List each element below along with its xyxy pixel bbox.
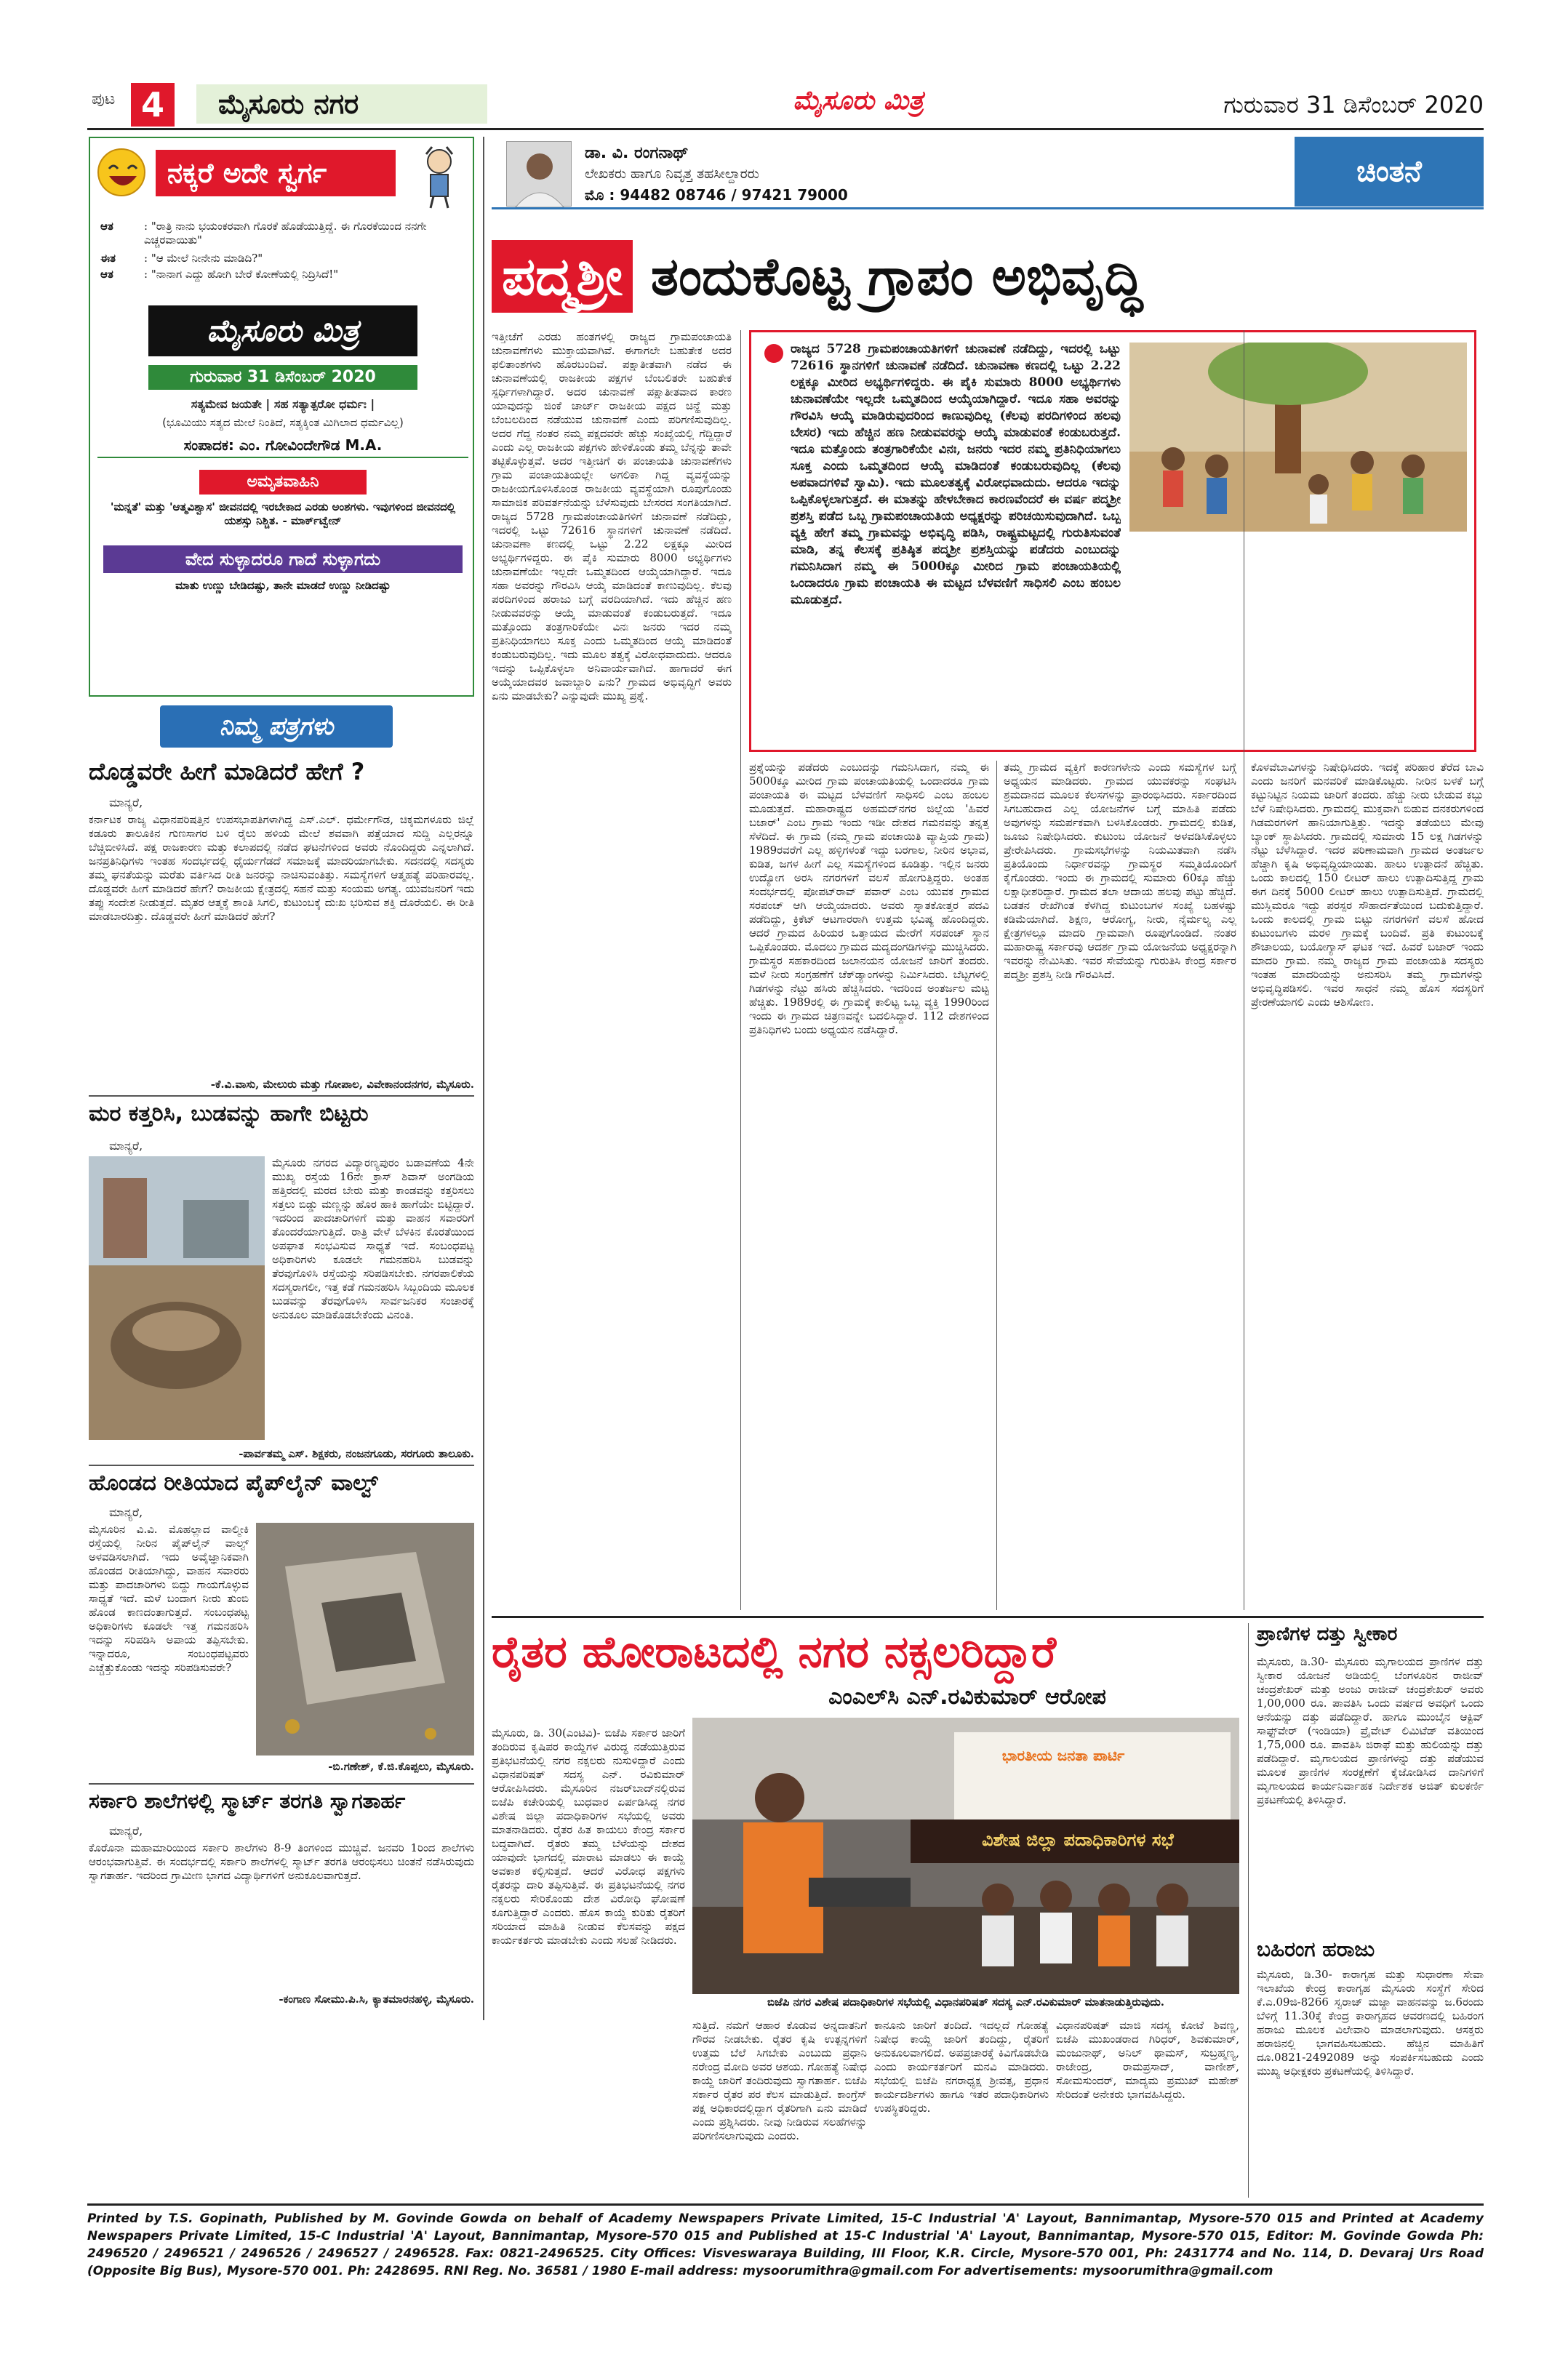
second-headline: ರೈತರ ಹೋರಾಟದಲ್ಲಿ ನಗರ ನಕ್ಸಲರಿದ್ದಾರೆ [492, 1627, 1057, 1678]
letter-signature: -ಕೆ.ವಿ.ವಾಸು, ಮೇಲುರು ಮತ್ತು ಗೋಪಾಲ, ವಿವೇಕಾನಂದನಗರ, ಮೈಸೂರು. [210, 1078, 474, 1091]
columnist-phone: ಮೊ : 94482 08746 / 97421 79000 [585, 186, 848, 204]
party-banner-text: ಭಾರತೀಯ ಜನತಾ ಪಾರ್ಟಿ [1001, 1747, 1125, 1764]
laughing-face-icon [97, 148, 145, 196]
village-illustration [1129, 343, 1467, 532]
second-subhead: ಎಂಎಲ್‌ಸಿ ಎನ್.ರವಿಕುಮಾರ್ ಆರೋಪ [828, 1684, 1106, 1710]
quote-title: ಅಮೃತವಾಹಿನಿ [199, 470, 367, 495]
letter-title: ದೊಡ್ಡವರೇ ಹೀಗೆ ಮಾಡಿದರೆ ಹೇಗೆ ? [89, 758, 365, 785]
article-column: ವಿಧಾನಪರಿಷತ್ ಮಾಜಿ ಸದಸ್ಯ ಕೋಟೆ ಶಿವಣ್ಣ, ಬಿಜೆಪಿ ಮುಖಂಡರಾದ ಗಿರಿಧರ್, ಶಿವಕುಮಾರ್, ಮಂಜುನಾಥ್, ಅನಿಲ್ ಥಾಮಸ್, ಸುಬ್ರಹ್ಮಣ್ಯ, ರಾಜೇಂದ್ರ, ರಾಮಪ್ರಸಾದ್, ವಾಣೀಶ್, ಸೋಮಸುಂದರ್, ಮಾದ್ಯಮ ಪ್ರಮುಖ್ ಮಹೇಶ್ ಸೇರಿದಂತೆ ಅನೇಕರು ಭಾಗವಹಿಸಿದ್ದರು. [1056, 2019, 1239, 2101]
meeting-banner-text: ವಿಶೇಷ ಜಿಲ್ಲಾ ಪದಾಧಿಕಾರಿಗಳ ಸಭೆ [982, 1830, 1174, 1850]
page-number: 4 [140, 85, 164, 124]
proverb-text: ಮಾತು ಉಣ್ಣು ಬೇಡಿದಷ್ಟು, ತಾನೇ ಮಾಡದೆ ಉಣ್ಣು ನೀಡಿದಷ್ಟು [175, 579, 391, 592]
main-headline [492, 240, 1484, 320]
article-column: ಮೈಸೂರು, ಡಿ. 30(ಎಂಟಿವಿ)- ಬಿಜೆಪಿ ಸರ್ಕಾರ ಜಾರಿಗೆ ತಂದಿರುವ ಕೃಷಿಪರ ಕಾಯ್ದೆಗಳ ವಿರುದ್ಧ ನಡೆಯುತ್ತಿರುವ ಪ್ರತಿಭಟನೆಯಲ್ಲಿ ನಗರ ನಕ್ಸಲರು ನುಸುಳಿದ್ದಾರೆ ಎಂದು ವಿಧಾನಪರಿಷತ್ ಸದಸ್ಯ ಎನ್. ರವಿಕುಮಾರ್ ಆರೋಪಿಸಿದರು. ಮೈಸೂರಿನ ನಜರ್‌ಬಾದ್‌ನಲ್ಲಿರುವ ಬಿಜೆಪಿ ಕಚೇರಿಯಲ್ಲಿ ಬುಧವಾರ ಏರ್ಪಡಿಸಿದ್ದ ನಗರ ವಿಶೇಷ ಜಿಲ್ಲಾ ಪದಾಧಿಕಾರಿಗಳ ಸಭೆಯಲ್ಲಿ ಅವರು ಮಾತನಾಡಿದರು. ರೈತರ ಹಿತ ಕಾಯಲು ಕೇಂದ್ರ ಸರ್ಕಾರ ಬದ್ಧವಾಗಿದೆ. ರೈತರು ತಮ್ಮ ಬೆಳೆಯನ್ನು ದೇಶದ ಯಾವುದೇ ಭಾಗದಲ್ಲಿ ಮಾರಾಟ ಮಾಡಲು ಈ ಕಾಯ್ದೆ ಅವಕಾಶ ಕಲ್ಪಿಸುತ್ತದೆ. ಆದರೆ ವಿರೋಧ ಪಕ್ಷಗಳು ರೈತರನ್ನು ದಾರಿ ತಪ್ಪಿಸುತ್ತಿವೆ. ಈ ಪ್ರತಿಭಟನೆಯಲ್ಲಿ ನಗರ ನಕ್ಸಲರು ಸೇರಿಕೊಂಡು ದೇಶ ವಿರೋಧಿ ಘೋಷಣೆ ಕೂಗುತ್ತಿದ್ದಾರೆ ಎಂದರು. ಹೊಸ ಕಾಯ್ದೆ ಕುರಿತು ರೈತರಿಗೆ ಸರಿಯಾದ ಮಾಹಿತಿ ನೀಡುವ ಕೆಲಸವನ್ನು ಪಕ್ಷದ ಕಾರ್ಯಕರ್ತರು ಮಾಡಬೇಕು ಎಂದು ಸಲಹೆ ನೀಡಿದರು. [492, 1726, 685, 1947]
headline-highlight: ಪದ್ಮಶ್ರೀ [492, 240, 633, 313]
humor-line [100, 220, 464, 252]
divider [89, 1465, 474, 1466]
letter-greeting: ಮಾನ್ಯರೆ, [109, 1505, 143, 1519]
letter-greeting: ಮಾನ್ಯರೆ, [109, 1139, 143, 1153]
letter-body: ಮೈಸೂರಿನ ವಿ.ವಿ. ಮೊಹಲ್ಲಾದ ವಾಲ್ಮೀಕಿ ರಸ್ತೆಯಲ್ಲಿ ನೀರಿನ ಪೈಪ್‌ಲೈನ್ ವಾಲ್ವ್ ಅಳವಡಿಸಲಾಗಿದೆ. ಇದು ಅವೈಜ್ಞಾನಿಕವಾಗಿ ಹೊಂಡದ ರೀತಿಯಾಗಿದ್ದು, ವಾಹನ ಸವಾರರು ಮತ್ತು ಪಾದಚಾರಿಗಳು ಬಿದ್ದು ಗಾಯಗೊಳ್ಳುವ ಸಾಧ್ಯತೆ ಇದೆ. ಮಳೆ ಬಂದಾಗ ನೀರು ತುಂಬಿ ಹೊಂಡ ಕಾಣದಂತಾಗುತ್ತದೆ. ಸಂಬಂಧಪಟ್ಟ ಅಧಿಕಾರಿಗಳು ಕೂಡಲೇ ಇತ್ತ ಗಮನಹರಿಸಿ ಇದನ್ನು ಸರಿಪಡಿಸಿ ಅಪಾಯ ತಪ್ಪಿಸಬೇಕು. ಇನ್ನಾದರೂ, ಸಂಬಂಧಪಟ್ಟವರು ಎಚ್ಚೆತ್ತುಕೊಂಡು ಇದನ್ನು ಸರಿಪಡಿಸುವರೇ? [89, 1523, 249, 1674]
headline-text: ತಂದುಕೊಟ್ಟ ಗ್ರಾಪಂ ಅಭಿವೃದ್ಧಿ [650, 246, 1143, 307]
article-column: ಕಾನೂನು ಜಾರಿಗೆ ತಂದಿದೆ. ಇದಲ್ಲದೆ ಗೋಹತ್ಯೆ ನಿಷೇಧ ಕಾಯ್ದೆ ಜಾರಿಗೆ ತಂದಿದ್ದು, ರೈತರಿಗೆ ಅನುಕೂಲವಾಗಲಿದೆ. ಅಪಪ್ರಚಾರಕ್ಕೆ ಕಿವಿಗೊಡಬೇಡಿ ಎಂದು ಕಾರ್ಯಕರ್ತರಿಗೆ ಮನವಿ ಮಾಡಿದರು. ಸಭೆಯಲ್ಲಿ ಬಿಜೆಪಿ ನಗರಾಧ್ಯಕ್ಷ ಶ್ರೀವತ್ಸ, ಪ್ರಧಾನ ಕಾರ್ಯದರ್ಶಿಗಳು ಹಾಗೂ ಇತರ ಪದಾಧಿಕಾರಿಗಳು ಉಪಸ್ಥಿತರಿದ್ದರು. [874, 2019, 1049, 2115]
letter-title: ಸರ್ಕಾರಿ ಶಾಲೆಗಳಲ್ಲಿ ಸ್ಮಾರ್ಟ್ ತರಗತಿ ಸ್ವಾಗತಾರ್ಹ [89, 1789, 406, 1813]
letter-signature: -ಪಾರ್ವತಮ್ಮ ಎಸ್. ಶಿಕ್ಷಕರು, ನಂಜನಗೂಡು, ಸರಗೂರು ತಾಲೂಕು. [239, 1447, 474, 1460]
cartoon-icon [410, 144, 468, 209]
section-name: ಮೈಸೂರು ನಗರ [196, 84, 487, 124]
article-column: ಇತ್ತೀಚೆಗೆ ಎರಡು ಹಂತಗಳಲ್ಲಿ ರಾಜ್ಯದ ಗ್ರಾಮಪಂಚಾಯತಿ ಚುನಾವಣೆಗಳು ಮುಕ್ತಾಯವಾಗಿವೆ. ಈಗಾಗಲೇ ಬಹುತೇಕ ಅದರ ಫಲಿತಾಂಶಗಳು ಹೊರಬಂದಿವೆ. ಪಕ್ಷಾತೀತವಾಗಿ ನಡೆದ ಈ ಚುನಾವಣೆಯಲ್ಲಿ ರಾಜಕೀಯ ಪಕ್ಷಗಳ ಬೆಂಬಲಿತರೇ ಬಹುತೇಕ ಸ್ಪರ್ಧಿಗಳಾಗಿದ್ದಾರೆ. ಅದರ ಚುನಾವಣೆ ಪಕ್ಷಾತೀತವಾದ ಕಾರಣ ಯಾವುದನ್ನು ಜಿಂಕೆ ಚಾರ್ಜ್ ರಾಜಕೀಯ ಪಕ್ಷದ ಚಿನ್ಹೆ ಮತ್ತು ಬೆಂಬಲದಿಂದ ನಡೆಯುವ ಚುನಾವಣೆ ಎಂದು ಪರಿಗಣಿಸುವುದಿಲ್ಲ. ಅದರ ಗೆದ್ದ ನಂತರ ನಮ್ಮ ಪಕ್ಷದವರೇ ಹೆಚ್ಚು ಸಂಖ್ಯೆಯಲ್ಲಿ ಗೆದ್ದಿದ್ದಾರೆ ಎಂದು ಎಲ್ಲ ರಾಜಕೀಯ ಪಕ್ಷಗಳು ಹೇಳಿಕೊಂಡು ತಮ್ಮ ಬೆನ್ನನ್ನು ತಾವೇ ತಟ್ಟಿಕೊಳ್ಳುತ್ತವೆ. ಅದರ ಇತ್ತೀಚಿಗೆ ಈ ಪಂಚಾಯತಿ ಚುನಾವಣೆಗಳು ಗ್ರಾಮ ಪಂಚಾಯತಿಯಲ್ಲೇ ಅಗಲಿಕಾ ಗಿದ್ದ ವ್ಯವಸ್ಥೆಯನ್ನು ರಾಜಕೀಯಗೊಳಿಸಿಕೊಂಡ ರಾಜಕೀಯ ವ್ಯವಸ್ಥೆಯಾಗಿ ರೂಪುಗೊಂಡು ಸಾಮಾಜಿಕ ಪರಿವರ್ತನೆಯನ್ನು ಬೆಳೆಸುವುದು ಬೇಸರದ ಸಂಗತಿಯಾಗಿದೆ. ರಾಜ್ಯದ 5728 ಗ್ರಾಮಪಂಚಾಯತಿಗಳಿಗೆ ಚುನಾವಣೆ ನಡೆದಿದ್ದು, ಇದರಲ್ಲಿ ಒಟ್ಟು 72616 ಸ್ಥಾನಗಳಿಗೆ ಚುನಾವಣೆ ನಡೆದಿದೆ. ಚುನಾವಣಾ ಕಣದಲ್ಲಿ ಒಟ್ಟು 2.22 ಲಕ್ಷಕ್ಕೂ ಮೀರಿದ ಅಭ್ಯರ್ಥಿಗಳಿದ್ದರು. ಈ ಪೈಕಿ ಸುಮಾರು 8000 ಅಭ್ಯರ್ಥಿಗಳು ಚುನಾವಣೆಯೇ ಇಲ್ಲದೇ ಒಮ್ಮತದಿಂದ ಆಯ್ಕೆಯಾಗಿದ್ದಾರೆ. ಇದೂ ಸಹಾ ಅವರನ್ನು ಗೌರವಿಸಿ ಆಯ್ಕೆ ಮಾಡಿದಂತೆ ಕಾಣುವುದಿಲ್ಲ. ಕೆಲವು ಪರದಿಗಳಿಂದ ಹರಾಜು ಬಗ್ಗೆ ವರದಿಯಾಗಿದೆ. ಇದು ಹೆಚ್ಚಿನ ಹಣ ನೀಡುವವರನ್ನು ಆಯ್ಕೆ ಮಾಡುವಂತೆ ಕಂಡುಬರುತ್ತದೆ. ಇದೂ ಮತ್ತೊಂದು ತಂತ್ರಗಾರಿಕೆಯೇ ವಿನಃ ಜನರು ಇದರ ನಮ್ಮ ಪ್ರತಿನಿಧಿಯಾಗಲು ಸೂಕ್ತ ಎಂದು ಒಮ್ಮತದಿಂದ ಆಯ್ಕೆ ಮಾಡಿದಂತೆ ಕಂಡುಬರುವುದಿಲ್ಲ. ಇದು ಮೂಲ ತತ್ವಕ್ಕೆ ವಿರೋಧವಾದುದು. ಆದರೂ ಇದನ್ನು ಒಪ್ಪಿಕೊಳ್ಳಲಾ ಅನಿವಾರ್ಯವಾಗಿದೆ. ಹಾಗಾದರೆ ಈಗ ಅಯ್ಕೆಯಾದವರ ಜವಾಬ್ದಾರಿ ಏನು? ಗ್ರಾಮದ ಅಭಿವೃದ್ಧಿಗೆ ಅವರು ಏನು ಮಾಡಬೇಕು? ಎನ್ನುವುದೇ ಮುಖ್ಯ ಪ್ರಶ್ನೆ. [492, 330, 732, 702]
pipeline-valve-photo [256, 1523, 474, 1756]
page-number-box [131, 83, 175, 127]
photo-caption: ಬಿಜೆಪಿ ನಗರ ವಿಶೇಷ ಪದಾಧಿಕಾರಿಗಳ ಸಭೆಯಲ್ಲಿ ವಿಧಾನಪರಿಷತ್ ಸದಸ್ಯ ಎನ್.ರವಿಕುಮಾರ್ ಮಾತನಾಡುತ್ತಿರುವುದು. [767, 1995, 1164, 2009]
motto-translation: (ಭೂಮಿಯು ಸತ್ಯದ ಮೇಲೆ ನಿಂತಿದೆ, ಸತ್ಯಕ್ಕಿಂತ ಮಿಗಿಲಾದ ಧರ್ಮವಿಲ್ಲ) [162, 416, 404, 429]
columnist-avatar [506, 141, 572, 207]
brief-title: ಬಹಿರಂಗ ಹರಾಜು [1257, 1937, 1375, 1961]
masthead-date: ಗುರುವಾರ 31 ಡಿಸೆಂಬರ್ 2020 [148, 365, 417, 390]
columnist-role: ಲೇಖಕರು ಹಾಗೂ ನಿವೃತ್ತ ತಹಸೀಲ್ದಾರರು [585, 166, 759, 182]
callout-box [749, 330, 1476, 752]
humor-speaker: ಆತ [100, 268, 113, 281]
humor-speaker: ಆತ [100, 220, 113, 233]
column-rule [483, 137, 484, 2020]
paper-name: ಮೈಸೂರು ಮಿತ್ರ [793, 86, 924, 116]
letter-title: ಮರ ಕತ್ತರಿಸಿ, ಬುಡವನ್ನು ಹಾಗೇ ಬಿಟ್ಟರು [89, 1101, 369, 1126]
editor-line: ಸಂಪಾದಕ: ಎಂ. ಗೋವಿಂದೇಗೌಡ M.A. [97, 436, 468, 458]
article-column: ಸುತ್ತಿದೆ. ನಮಗೆ ಆಹಾರ ಕೊಡುವ ಅನ್ನದಾತನಿಗೆ ಗೌರವ ನೀಡಬೇಕು. ರೈತರ ಕೃಷಿ ಉತ್ಪನ್ನಗಳಿಗೆ ಉತ್ತಮ ಬೆಲೆ ಸಿಗಬೇಕು ಎಂಬುದು ಪ್ರಧಾನಿ ನರೇಂದ್ರ ಮೋದಿ ಅವರ ಆಶಯ. ಗೋಹತ್ಯೆ ನಿಷೇಧ ಕಾಯ್ದೆ ಜಾರಿಗೆ ತಂದಿರುವುದು ಸ್ವಾಗತಾರ್ಹ. ಬಿಜೆಪಿ ಸರ್ಕಾರ ರೈತರ ಪರ ಕೆಲಸ ಮಾಡುತ್ತಿದೆ. ಕಾಂಗ್ರೆಸ್ ಪಕ್ಷ ಅಧಿಕಾರದಲ್ಲಿದ್ದಾಗ ರೈತರಿಗಾಗಿ ಏನು ಮಾಡಿದೆ ಎಂದು ಪ್ರಶ್ನಿಸಿದರು. ನೀವು ನೀಡಿರುವ ಸಲಹೆಗಳನ್ನು ಪರಿಗಣಿಸಲಾಗುವುದು ಎಂದರು. [692, 2019, 867, 2142]
callout-text: ರಾಜ್ಯದ 5728 ಗ್ರಾಮಪಂಚಾಯತಿಗಳಿಗೆ ಚುನಾವಣೆ ನಡೆದಿದ್ದು, ಇದರಲ್ಲಿ ಒಟ್ಟು 72616 ಸ್ಥಾನಗಳಿಗೆ ಚುನಾವಣೆ ನಡೆದಿದೆ. ಚುನಾವಣಾ ಕಣದಲ್ಲಿ ಒಟ್ಟು 2.22 ಲಕ್ಷಕ್ಕೂ ಮೀರಿದ ಅಭ್ಯರ್ಥಿಗಳಿದ್ದರು. ಈ ಪೈಕಿ ಸುಮಾರು 8000 ಅಭ್ಯರ್ಥಿಗಳು ಚುನಾವಣೆಯೇ ಇಲ್ಲದೇ ಒಮ್ಮತದಿಂದ ಆಯ್ಕೆಯಾಗಿದ್ದಾರೆ. ಇದೂ ಸಹಾ ಅವರನ್ನು ಗೌರವಿಸಿ ಆಯ್ಕೆ ಮಾಡಿರುವುದರಿಂದ ಕಾಣುವುದಿಲ್ಲ (ಕೆಲವು ಪರದಿಗಳಿಂದ ಹಲವು ಬೇಸರ) ಇದು ಹೆಚ್ಚಿನ ಹಣ ನೀಡುವವರನ್ನು ಆಯ್ಕೆ ಮಾಡುವಂತೆ ಕಂಡುಬರುತ್ತದೆ. ಇದೂ ಮತ್ತೊಂದು ತಂತ್ರಗಾರಿಕೆಯೇ ವಿನಃ, ಜನರು ಇದರ ನಮ್ಮ ಪ್ರತಿನಿಧಿಯಾಗಲು ಸೂಕ್ತ ಎಂದು ಒಮ್ಮತದಿಂದ ಆಯ್ಕೆ ಮಾಡಿದಂತೆ ಕಂಡುಬರುವುದಿಲ್ಲ (ಕೆಲವು ಅಪವಾದಗಳಿವೆ ಸ್ವಾಮಿ). ಇದು ಮೂಲತತ್ವಕ್ಕೆ ವಿರೋಧವಾದುದು. ಆದರೂ ಇದನ್ನು ಒಪ್ಪಿಕೊಳ್ಳಲಾಗುತ್ತದೆ. ಈ ಮಾತನ್ನು ಹೇಳಬೇಕಾದ ಕಾರಣವೆಂದರೆ ಈ ವರ್ಷ ಪದ್ಮಶ್ರೀ ಪ್ರಶಸ್ತಿ ಪಡೆದ ಒಬ್ಬ ಗ್ರಾಮಪಂಚಾಯತಿಯ ಅಧ್ಯಕ್ಷರನ್ನು ಪರಿಚಯಿಸುವುದಾಗಿದೆ. ಒಬ್ಬ ವ್ಯಕ್ತಿ ಹೇಗೆ ತಮ್ಮ ಗ್ರಾಮವನ್ನು ಅಭಿವೃದ್ಧಿ ಪಡಿಸಿ, ರಾಷ್ಟ್ರಮಟ್ಟದಲ್ಲಿ ಗುರುತಿಸುವಂತೆ ಮಾಡಿ, ತನ್ನ ಕೆಲಸಕ್ಕೆ ಪ್ರತಿಷ್ಠಿತ ಪದ್ಮಶ್ರೀ ಪ್ರಶಸ್ತಿಯನ್ನು ಪಡೆದರು ಎಂಬುದನ್ನು ಗಮನಿಸಿದಾಗ ನಮ್ಮ ಈ 5000ಕ್ಕೂ ಮೀರಿದ ಗ್ರಾಮ ಪಂಚಾಯತಿಯಲ್ಲಿ ಒಂದಾದರೂ ಗ್ರಾಮ ಪಂಚಾಯತಿ ಈ ಮಟ್ಟದ ಬೆಳವಣಿಗೆ ಸಾಧಿಸಲಿ ಎಂಬ ಹಂಬಲ ಮೂಡುತ್ತದೆ. [791, 342, 1121, 607]
humor-text: : "ನಾನಾಗ ಎದ್ದು ಹೋಗಿ ಬೇರೆ ಕೋಣೆಯಲ್ಲಿ ನಿದ್ರಿಸಿದೆ!" [144, 268, 339, 281]
bjp-meeting-photo [692, 1718, 1239, 1994]
brief-title: ಪ್ರಾಣಿಗಳ ದತ್ತು ಸ್ವೀಕಾರ [1257, 1623, 1398, 1645]
header-rule [87, 128, 1484, 130]
article-column: ಕೊಳವೆಬಾವಿಗಳನ್ನು ನಿಷೇಧಿಸಿದರು. ಇದಕ್ಕೆ ಪರಿಹಾರ ತೆರೆದ ಬಾವಿ ಎಂದು ಜನರಿಗೆ ಮನವರಿಕೆ ಮಾಡಿಕೊಟ್ಟರು. ನೀರಿನ ಬಳಕೆ ಬಗ್ಗೆ ಕಟ್ಟುನಿಟ್ಟಿನ ನಿಯಮ ಜಾರಿಗೆ ತಂದರು. ಹೆಚ್ಚು ನೀರು ಬೇಡುವ ಕಬ್ಬು ಬೆಳೆ ನಿಷೇಧಿಸಿದರು. ಗ್ರಾಮದಲ್ಲಿ ಮುಕ್ತವಾಗಿ ಬಿಡುವ ದನಕರುಗಳಿಂದ ಗಿಡಮರಗಳಿಗೆ ಹಾನಿಯಾಗುತ್ತಿತ್ತು. ಇದನ್ನು ತಡೆಯಲು ಮೇವು ಬ್ಯಾಂಕ್ ಸ್ಥಾಪಿಸಿದರು. ಗ್ರಾಮದಲ್ಲಿ ಸುಮಾರು 15 ಲಕ್ಷ ಗಿಡಗಳನ್ನು ನೆಟ್ಟು ಬೆಳೆಸಿದ್ದಾರೆ. ಇದರ ಪರಿಣಾಮವಾಗಿ ಗ್ರಾಮದ ಅಂತರ್ಜಲ ಹೆಚ್ಚಾಗಿ ಕೃಷಿ ಅಭಿವೃದ್ಧಿಯಾಯಿತು. ಹಾಲು ಉತ್ಪಾದನೆ ಹೆಚ್ಚಿತು. ಒಂದು ಕಾಲದಲ್ಲಿ 150 ಲೀಟರ್ ಹಾಲು ಉತ್ಪಾದಿಸುತ್ತಿದ್ದ ಗ್ರಾಮ ಈಗ ದಿನಕ್ಕೆ 5000 ಲೀಟರ್ ಹಾಲು ಉತ್ಪಾದಿಸುತ್ತಿದೆ. ಗ್ರಾಮದಲ್ಲಿ ಮುಸ್ಲಿಮರೂ ಇದ್ದು ಪರಸ್ಪರ ಸೌಹಾರ್ದತೆಯಿಂದ ಬದುಕುತ್ತಿದ್ದಾರೆ. ಒಂದು ಕಾಲದಲ್ಲಿ ಗ್ರಾಮ ಬಿಟ್ಟು ನಗರಗಳಿಗೆ ವಲಸೆ ಹೋದ ಕುಟುಂಬಗಳು ಮರಳಿ ಗ್ರಾಮಕ್ಕೆ ಬಂದಿವೆ. ಪ್ರತಿ ಕುಟುಂಬಕ್ಕೆ ಶೌಚಾಲಯ, ಬಯೋಗ್ಯಾಸ್ ಘಟಕ ಇದೆ. ಹಿವರೆ ಬಜಾರ್ ಇಂದು ಮಾದರಿ ಗ್ರಾಮ. ನಮ್ಮ ರಾಜ್ಯದ ಗ್ರಾಮ ಪಂಚಾಯತಿ ಸದಸ್ಯರು ಇಂತಹ ಮಾದರಿಯನ್ನು ಅನುಸರಿಸಿ ತಮ್ಮ ಗ್ರಾಮಗಳನ್ನು ಅಭಿವೃದ್ಧಿಪಡಿಸಲಿ. ಇವರ ಸಾಧನೆ ನಮ್ಮ ಹೊಸ ಸದಸ್ಯರಿಗೆ ಪ್ರೇರಣೆಯಾಗಲಿ ಎಂದು ಆಶಿಸೋಣ. [1251, 761, 1484, 1009]
humor-box [89, 137, 474, 697]
article-column: ತಮ್ಮ ಗ್ರಾಮದ ವ್ಯಕ್ತಿಗೆ ಕಾರಣಗಳೇನು ಎಂದು ಸಮಸ್ಯೆಗಳ ಬಗ್ಗೆ ಅಧ್ಯಯನ ಮಾಡಿದರು. ಗ್ರಾಮದ ಯುವಕರನ್ನು ಸಂಘಟಿಸಿ ಶ್ರಮದಾನದ ಮೂಲಕ ಕೆಲಸಗಳನ್ನು ಪ್ರಾರಂಭಿಸಿದರು. ಸರ್ಕಾರದಿಂದ ಸಿಗಬಹುದಾದ ಎಲ್ಲ ಯೋಜನೆಗಳ ಬಗ್ಗೆ ಮಾಹಿತಿ ಪಡೆದು ಅವುಗಳನ್ನು ಸಮರ್ಪಕವಾಗಿ ಬಳಸಿಕೊಂಡರು. ಗ್ರಾಮದಲ್ಲಿ ಕುಡಿತ, ಜೂಜು ನಿಷೇಧಿಸಿದರು. ಕುಟುಂಬ ಯೋಜನೆ ಅಳವಡಿಸಿಕೊಳ್ಳಲು ಪ್ರೇರೇಪಿಸಿದರು. ಗ್ರಾಮಸಭೆಗಳನ್ನು ನಿಯಮಿತವಾಗಿ ನಡೆಸಿ ಪ್ರತಿಯೊಂದು ನಿರ್ಧಾರವನ್ನು ಗ್ರಾಮಸ್ಥರ ಸಮ್ಮತಿಯೊಂದಿಗೆ ಕೈಗೊಂಡರು. ಇಂದು ಈ ಗ್ರಾಮದಲ್ಲಿ ಸುಮಾರು 60ಕ್ಕೂ ಹೆಚ್ಚು ಲಕ್ಷಾಧೀಶರಿದ್ದಾರೆ. ಗ್ರಾಮದ ತಲಾ ಆದಾಯ ಹಲವು ಪಟ್ಟು ಹೆಚ್ಚಿದೆ. ಬಡತನ ರೇಖೆಗಿಂತ ಕೆಳಗಿದ್ದ ಕುಟುಂಬಗಳ ಸಂಖ್ಯೆ ಬಹಳಷ್ಟು ಕಡಿಮೆಯಾಗಿದೆ. ಶಿಕ್ಷಣ, ಆರೋಗ್ಯ, ನೀರು, ನೈರ್ಮಲ್ಯ ಎಲ್ಲ ಕ್ಷೇತ್ರಗಳಲ್ಲೂ ಮಾದರಿ ಗ್ರಾಮವಾಗಿ ರೂಪುಗೊಂಡಿದೆ. ನಂತರ ಮಹಾರಾಷ್ಟ್ರ ಸರ್ಕಾರವು ಆದರ್ಶ ಗ್ರಾಮ ಯೋಜನೆಯ ಅಧ್ಯಕ್ಷರನ್ನಾಗಿ ಇವರನ್ನು ನೇಮಿಸಿತು. ಇವರ ಸೇವೆಯನ್ನು ಗುರುತಿಸಿ ಕೇಂದ್ರ ಸರ್ಕಾರ ಪದ್ಮಶ್ರೀ ಪ್ರಶಸ್ತಿ ನೀಡಿ ಗೌರವಿಸಿದೆ. [1004, 761, 1236, 981]
brief-body: ಮೈಸೂರು, ಡಿ.30- ಮೈಸೂರು ಮೃಗಾಲಯದ ಪ್ರಾಣಿಗಳ ದತ್ತು ಸ್ವೀಕಾರ ಯೋಜನೆ ಅಡಿಯಲ್ಲಿ ಬೆಂಗಳೂರಿನ ರಾಜೀವ್ ಚಂದ್ರಶೇಖರ್ ಮತ್ತು ಅಂಜು ರಾಜೀವ್ ಚಂದ್ರಶೇಖರ್ ಅವರು 1,00,000 ರೂ. ಪಾವತಿಸಿ ಒಂದು ವರ್ಷದ ಅವಧಿಗೆ ಒಂದು ಆನೆಯನ್ನು ದತ್ತು ಪಡೆದಿದ್ದಾರೆ. ಹಾಗೂ ಮುಂಬೈನ ಆಕ್ಟಿವ್ ಸಾಫ್ಟ್‌ವೇರ್ (ಇಂಡಿಯಾ) ಪ್ರೈವೇಟ್ ಲಿಮಿಟೆಡ್ ವತಿಯಿಂದ 1,75,000 ರೂ. ಪಾವತಿಸಿ ಜಿರಾಫೆ ಮತ್ತು ಹುಲಿಯನ್ನು ದತ್ತು ಪಡೆದಿದ್ದಾರೆ. ಮೃಗಾಲಯದ ಪ್ರಾಣಿಗಳನ್ನು ದತ್ತು ಪಡೆಯುವ ಮೂಲಕ ಪ್ರಾಣಿಗಳ ಸಂರಕ್ಷಣೆಗೆ ಕೈಜೋಡಿಸಿದ ದಾನಿಗಳಿಗೆ ಮೃಗಾಲಯದ ಕಾರ್ಯನಿರ್ವಾಹಕ ನಿರ್ದೇಶಕ ಅಜಿತ್ ಕುಲಕರ್ಣಿ ಪ್ರಕಟಣೆಯಲ್ಲಿ ತಿಳಿಸಿದ್ದಾರೆ. [1257, 1655, 1484, 1806]
column-rule [996, 761, 997, 1610]
humor-speaker: ಈತ [100, 252, 116, 265]
tree-stump-photo [89, 1156, 265, 1440]
letter-title: ಹೊಂಡದ ರೀತಿಯಾದ ಪೈಪ್‌ಲೈನ್ ವಾಲ್ವ್ [89, 1470, 378, 1496]
divider [89, 1095, 474, 1097]
humor-line [100, 268, 464, 284]
page-label: ಪುಟ [92, 90, 116, 108]
page-header [0, 79, 1568, 128]
letters-section-title: ನಿಮ್ಮ ಪತ್ರಗಳು [160, 705, 393, 748]
humor-text: : "ಆ ಮೇಲೆ ನೀನೇನು ಮಾಡಿದಿ?" [144, 252, 263, 265]
column-rule [1248, 1623, 1249, 2198]
letter-signature: -ಕಂಗಾಣ ಸೋಮು.ಪಿ.ಸಿ, ಕ್ಯಾತಮಾರನಹಳ್ಳಿ, ಮೈಸೂರು. [279, 1993, 474, 2006]
brief-body: ಮೈಸೂರು, ಡಿ.30- ಕಾರಾಗೃಹ ಮತ್ತು ಸುಧಾರಣಾ ಸೇವಾ ಇಲಾಖೆಯ ಕೇಂದ್ರ ಕಾರಾಗೃಹ ಮೈಸೂರು ಸಂಸ್ಥೆಗೆ ಸೇರಿದ ಕೆ.ಎ.09ಜಿ-8266 ಸ್ವರಾಜ್ ಮಜ್ದಾ ವಾಹನವನ್ನು ಜ.6ರಂದು ಬೆಳಿಗ್ಗೆ 11.30ಕ್ಕೆ ಕೇಂದ್ರ ಕಾರಾಗೃಹದ ಆವರಣದಲ್ಲಿ ಬಹಿರಂಗ ಹರಾಜು ಮೂಲಕ ವಿಲೇವಾರಿ ಮಾಡಲಾಗುವುದು. ಆಸಕ್ತರು ಹರಾಜಿನಲ್ಲಿ ಭಾಗವಹಿಸಬಹುದು. ಹೆಚ್ಚಿನ ಮಾಹಿತಿಗೆ ದೂ.0821-2492089 ಅನ್ನು ಸಂಪರ್ಕಿಸಬಹುದು ಎಂದು ಮುಖ್ಯ ಅಧೀಕ್ಷಕರು ಪ್ರಕಟಣೆಯಲ್ಲಿ ತಿಳಿಸಿದ್ದಾರೆ. [1257, 1968, 1484, 2078]
humor-text: : "ರಾತ್ರಿ ನಾನು ಭಯಂಕರವಾಗಿ ಗೊರಕೆ ಹೊಡೆಯುತ್ತಿದ್ದೆ. ಈ ಗೊರಕೆಯಿಂದ ನನಗೇ ಎಚ್ಚರವಾಯಿತು" [144, 220, 427, 247]
column-rule [740, 330, 741, 1610]
columnist-name: ಡಾ. ವಿ. ರಂಗನಾಥ್ [585, 144, 689, 162]
columnist-strip [492, 137, 1484, 209]
issue-date: ಗುರುವಾರ 31 ಡಿಸೆಂಬರ್ 2020 [1223, 91, 1484, 119]
motto-line: ಸತ್ಯಮೇವ ಜಯತೇ | ಸಹ ಸತ್ಯಾತ್ಪರೋ ಧರ್ಮಃ | [191, 397, 375, 411]
red-bullet [764, 344, 783, 363]
imprint: Printed by T.S. Gopinath, Published by M. Govinde Gowda on behalf of Academy Newspapers Private Limited, 15-C Industrial 'A' Layout, Bannimantap, Mysore-570 015 and Printed at Academy Newspapers Private Limited, 15-C Industrial 'A' Layout, Bannimantap, Mysore-570 015 and Published at 15-C Industrial 'A' Layout, Bannimantap, Mysore-570 015, Editor: M. Govinde Gowda Ph: 2496520 / 2496521 / 2496526 / 2496527 / 2496528. Fax: 0821-2496525. City Offices: Visveswaraya Building, III Floor, K.R. Circle, Mysore-570 001, Ph: 2431774 and No. 114, D. Devaraj Urs Road (Opposite Big Bus), Mysore-570 001. Ph: 2428695. RNI Reg. No. 36581 / 1980 E-mail address: mysoorumithra@gmail.com For advertisements: mysoorumithra@gmail.com [87, 2203, 1484, 2297]
humor-dialogue [100, 220, 464, 292]
divider [89, 1783, 474, 1785]
quote-text: 'ಮನ್ನತೆ' ಮತ್ತು 'ಆತ್ಮವಿಶ್ವಾಸ' ಜೀವನದಲ್ಲಿ ಇರಬೇಕಾದ ಎರಡು ಅಂಶಗಳು. ಇವುಗಳಿಂದ ಜೀವನದಲ್ಲಿ ಯಶಸ್ಸು ನಿಶ್ಚಿತ. - ಮಾರ್ಕ್‌ಟ್ವೇನ್ [110, 500, 456, 527]
letter-body: ಕೊರೊನಾ ಮಹಾಮಾರಿಯಿಂದ ಸರ್ಕಾರಿ ಶಾಲೆಗಳು 8-9 ತಿಂಗಳಿಂದ ಮುಚ್ಚಿವೆ. ಜನವರಿ 1ರಿಂದ ಶಾಲೆಗಳು ಆರಂಭವಾಗುತ್ತಿವೆ. ಈ ಸಂದರ್ಭದಲ್ಲಿ ಸರ್ಕಾರಿ ಶಾಲೆಗಳಲ್ಲಿ ಸ್ಮಾರ್ಟ್ ತರಗತಿ ಆರಂಭಿಸಲು ಚಿಂತನೆ ನಡೆಸಿರುವುದು ಸ್ವಾಗತಾರ್ಹ. ಇದರಿಂದ ಗ್ರಾಮೀಣ ಭಾಗದ ವಿದ್ಯಾರ್ಥಿಗಳಿಗೆ ಅನುಕೂಲವಾಗುತ್ತದೆ. [89, 1841, 474, 1882]
section-divider [492, 1616, 1484, 1618]
humor-title: ನಕ್ಕರೆ ಅದೇ ಸ್ವರ್ಗ [156, 150, 396, 196]
letter-body: ಮೈಸೂರು ನಗರದ ವಿದ್ಯಾರಣ್ಯಪುರಂ ಬಡಾವಣೆಯ 4ನೇ ಮುಖ್ಯ ರಸ್ತೆಯ 16ನೇ ಕ್ರಾಸ್ ಶಿವಾಸ್ ಅಂಗಡಿಯ ಹತ್ತಿರದಲ್ಲಿ ಮರದ ಬೇರು ಮತ್ತು ಕಾಂಡವನ್ನು ಕತ್ತರಿಸಲು ಸತ್ತಲು ಬಿಡ್ಡು ಮಣ್ಣನ್ನು ಹೊರ ಹಾಕಿ ಹಾಗೆಯೇ ಬಿಟ್ಟಿದ್ದಾರೆ. ಇದರಿಂದ ಪಾದಚಾರಿಗಳಿಗೆ ಮತ್ತು ವಾಹನ ಸವಾರರಿಗೆ ತೊಂದರೆಯಾಗುತ್ತಿದೆ. ರಾತ್ರಿ ವೇಳೆ ಬೆಳಕಿನ ಕೊರತೆಯಿಂದ ಅಪಘಾತ ಸಂಭವಿಸುವ ಸಾಧ್ಯತೆ ಇದೆ. ಸಂಬಂಧಪಟ್ಟ ಅಧಿಕಾರಿಗಳು ಕೂಡಲೇ ಗಮನಹರಿಸಿ ಬುಡವನ್ನು ತೆರವುಗೊಳಿಸಿ ರಸ್ತೆಯನ್ನು ಸರಿಪಡಿಸಬೇಕು. ನಗರಪಾಲಿಕೆಯ ಸದಸ್ಯರಾಗಲೀ, ಇತ್ತ ಕಡೆ ಗಮನಹರಿಸಿ ಸಿಬ್ಬಂದಿಯ ಮೂಲಕ ಬುಡವನ್ನು ತೆರವುಗೊಳಿಸಿ ಸಾರ್ವಜನಿಕರ ಸಂಚಾರಕ್ಕೆ ಅನುಕೂಲ ಮಾಡಿಕೊಡಬೇಕೆಂದು ವಿನಂತಿ. [272, 1156, 474, 1321]
letter-greeting: ಮಾನ್ಯರೆ, [109, 796, 143, 809]
letter-body: ಕರ್ನಾಟಕ ರಾಜ್ಯ ವಿಧಾನಪರಿಷತ್ತಿನ ಉಪಸಭಾಪತಿಗಳಾಗಿದ್ದ ಎಸ್.ಎಲ್. ಧರ್ಮೇಗೌಡ, ಚಿಕ್ಕಮಗಳೂರು ಜಿಲ್ಲೆ ಕಡೂರು ತಾಲೂಕಿನ ಗುಣಸಾಗರ ಬಳಿ ರೈಲು ಹಳಿಯ ಮೇಲೆ ಶವವಾಗಿ ಪತ್ತೆಯಾದ ಸುದ್ದಿ ಎಲ್ಲರನ್ನೂ ಬೆಚ್ಚಿಬೀಳಿಸಿದೆ. ಪಕ್ಷ ರಾಜಕಾರಣ ಮತ್ತು ಕಲಾಪದಲ್ಲಿ ನಡೆದ ಘಟನೆಗಳಿಂದ ಅವರು ನೊಂದಿದ್ದರು ಎನ್ನಲಾಗಿದೆ. ಜನಪ್ರತಿನಿಧಿಗಳು ಇಂತಹ ಸಂದರ್ಭದಲ್ಲಿ ಧೈರ್ಯಗೆಡದೆ ಸಮಾಜಕ್ಕೆ ಮಾದರಿಯಾಗಬೇಕು. ಸದನದಲ್ಲಿ ಸದಸ್ಯರು ತಮ್ಮ ಘನತೆಯನ್ನು ಮರೆತು ವರ್ತಿಸಿದ ರೀತಿ ಜನರನ್ನು ನಾಚಿಸುವಂತಿತ್ತು. ಸಮಸ್ಯೆಗಳಿಗೆ ಆತ್ಮಹತ್ಯೆ ಪರಿಹಾರವಲ್ಲ. ದೊಡ್ಡವರೇ ಹೀಗೆ ಮಾಡಿದರೆ ಹೇಗೆ? ರಾಜಕೀಯ ಕ್ಷೇತ್ರದಲ್ಲಿ ಸಹನೆ ಮತ್ತು ಸಂಯಮ ಅಗತ್ಯ. ಯುವಜನರಿಗೆ ಇದು ತಪ್ಪು ಸಂದೇಶ ನೀಡುತ್ತದೆ. ಮೃತರ ಆತ್ಮಕ್ಕೆ ಶಾಂತಿ ಸಿಗಲಿ, ಕುಟುಂಬಕ್ಕೆ ದುಃಖ ಭರಿಸುವ ಶಕ್ತಿ ದೊರೆಯಲಿ. ಈ ರೀತಿ ಮಾಡಬಾರದಿತ್ತು. ದೊಡ್ಡವರೇ ಹೀಗೆ ಮಾಡಿದರೆ ಹೇಗೆ? [89, 813, 474, 923]
proverb-title: ವೇದ ಸುಳ್ಳಾದರೂ ಗಾದೆ ಸುಳ್ಳಾಗದು [103, 545, 463, 573]
letter-greeting: ಮಾನ್ಯರೆ, [109, 1824, 143, 1838]
humor-line [100, 252, 464, 268]
masthead-logo: ಮೈಸೂರು ಮಿತ್ರ [148, 305, 417, 356]
letter-signature: -ಬಿ.ಗಣೇಶ್, ಕೆ.ಜಿ.ಕೊಪ್ಪಲು, ಮೈಸೂರು. [328, 1760, 474, 1773]
article-column: ಪ್ರಶ್ನೆಯನ್ನು ಪಡೆದರು ಎಂಬುದನ್ನು ಗಮನಿಸಿದಾಗ, ನಮ್ಮ ಈ 5000ಕ್ಕೂ ಮೀರಿದ ಗ್ರಾಮ ಪಂಚಾಯತಿಯಲ್ಲಿ ಒಂದಾದರೂ ಗ್ರಾಮ ಪಂಚಾಯತಿ ಈ ಮಟ್ಟದ ಬೆಳವಣಿಗೆ ಸಾಧಿಸಲಿ ಎಂಬ ಹಂಬಲ ಮೂಡುತ್ತದೆ. ಮಹಾರಾಷ್ಟ್ರದ ಅಹಮದ್‌ನಗರ ಜಿಲ್ಲೆಯ 'ಹಿವರೆ ಬಜಾರ್' ಎಂಬ ಗ್ರಾಮ ಇಂದು ಇಡೀ ದೇಶದ ಗಮನವನ್ನು ತನ್ನತ್ತ ಸೆಳೆದಿದೆ. ಈ ಗ್ರಾಮ (ನಮ್ಮ ಗ್ರಾಮ ಪಂಚಾಯಿತಿ ವ್ಯಾಪ್ತಿಯ ಗ್ರಾಮ) 1989ರವರೆಗೆ ಎಲ್ಲ ಹಳ್ಳಿಗಳಂತೆ ಇದ್ದು ಬರಗಾಲ, ನೀರಿನ ಅಭಾವ, ಕುಡಿತ, ಜಗಳ ಹೀಗೆ ಎಲ್ಲ ಸಮಸ್ಯೆಗಳಿಂದ ಕೂಡಿತ್ತು. ಇಲ್ಲಿನ ಜನರು ಉದ್ಯೋಗ ಅರಸಿ ನಗರಗಳಿಗೆ ವಲಸೆ ಹೋಗುತ್ತಿದ್ದರು. ಅಂತಹ ಸಂದರ್ಭದಲ್ಲಿ ಪೋಪಟ್‌ರಾವ್ ಪವಾರ್ ಎಂಬ ಯುವಕ ಗ್ರಾಮದ ಸರಪಂಚ್ ಆಗಿ ಆಯ್ಕೆಯಾದರು. ಅವರು ಸ್ನಾತಕೋತ್ತರ ಪದವಿ ಪಡೆದಿದ್ದು, ಕ್ರಿಕೆಟ್ ಆಟಗಾರರಾಗಿ ಉತ್ತಮ ಭವಿಷ್ಯ ಹೊಂದಿದ್ದರು. ಆದರೆ ಗ್ರಾಮದ ಹಿರಿಯರ ಒತ್ತಾಯದ ಮೇರೆಗೆ ಸರಪಂಚ್ ಸ್ಥಾನ ಒಪ್ಪಿಕೊಂಡರು. ಮೊದಲು ಗ್ರಾಮದ ಮದ್ಯದಂಗಡಿಗಳನ್ನು ಮುಚ್ಚಿಸಿದರು. ಗ್ರಾಮಸ್ಥರ ಸಹಕಾರದಿಂದ ಜಲಾನಯನ ಯೋಜನೆ ಜಾರಿಗೆ ತಂದರು. ಮಳೆ ನೀರು ಸಂಗ್ರಹಣೆಗೆ ಚೆಕ್‌ಡ್ಯಾಂಗಳನ್ನು ನಿರ್ಮಿಸಿದರು. ಬೆಟ್ಟಗಳಲ್ಲಿ ಗಿಡಗಳನ್ನು ನೆಟ್ಟು ಹಸಿರು ಹೆಚ್ಚಿಸಿದರು. ಇದರಿಂದ ಅಂತರ್ಜಲ ಮಟ್ಟ ಹೆಚ್ಚಿತು. 1989ರಲ್ಲಿ ಈ ಗ್ರಾಮಕ್ಕೆ ಕಾಲಿಟ್ಟ ಒಬ್ಬ ವ್ಯಕ್ತಿ 1990ರಿಂದ ಇಂದು ಈ ಗ್ರಾಮದ ಚಿತ್ರಣವನ್ನೇ ಬದಲಿಸಿದ್ದಾರೆ. 112 ದೇಶಗಳಿಂದ ಪ್ರತಿನಿಧಿಗಳು ಬಂದು ಅಧ್ಯಯನ ನಡೆಸಿದ್ದಾರೆ. [749, 761, 989, 1036]
column-tag: ಚಿಂತನೆ [1295, 137, 1484, 207]
